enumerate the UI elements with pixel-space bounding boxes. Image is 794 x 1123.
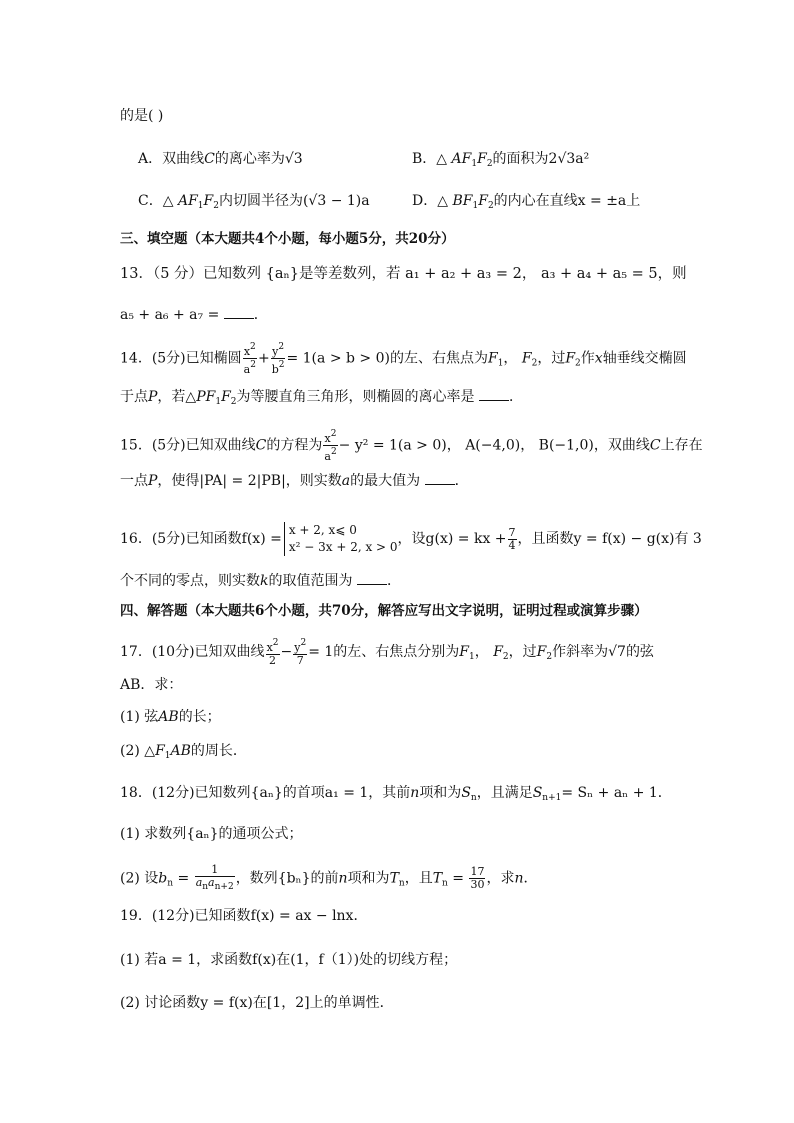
question-17-line2: AB．求： bbox=[120, 677, 183, 693]
question-19: 19．(12分)已知函数f(x) = ax − lnx． bbox=[120, 908, 368, 924]
question-19-part1: (1) 若a = 1，求函数f(x)在(1，f（1）)处的切线方程； bbox=[120, 952, 458, 968]
option-a: A．双曲线C的离心率为√3 bbox=[138, 151, 303, 167]
question-18: 18．(12分)已知数列{aₙ}的首项a₁ = 1，其前n项和为$S_n$，且满足$S_{n+1}= S_n + a_n + 1$． bbox=[120, 785, 672, 803]
question-13: 13．（5 分）已知数列 {aₙ}是等差数列，若 a₁ + a₂ + a₃ = 2， a₃ + a₄ + a₅ = 5，则 bbox=[120, 266, 687, 282]
question-16: 16．(5分)已知函数f(x) = x + 2, x⩽ 0 x² − 3x + 2, x > 0 ，设g(x) = kx + $\frac{7}{4}$ ，且函数y = f(x) − g(x)有 3 bbox=[120, 523, 702, 554]
question-15-line2: 一点P，使得|PA| = 2|PB|，则实数a的最大值为 ． bbox=[120, 473, 469, 489]
question-19-part2: (2) 讨论函数y = f(x)在[1，2]上的单调性． bbox=[120, 995, 394, 1011]
answer-blank[interactable] bbox=[357, 572, 387, 585]
section-3-heading: 三、填空题（本大题共4个小题，每小题5分，共20分） bbox=[120, 231, 455, 247]
answer-blank[interactable] bbox=[425, 472, 455, 485]
question-13-line2: a₅ + a₆ + a₇ = ． bbox=[120, 307, 268, 323]
question-14-line2: 于点P，若$\triangle PF_1F_2$为等腰直角三角形，则椭圆的离心率是 ． bbox=[120, 389, 523, 407]
question-17-part2: (2) $\triangle F_1AB$的周长． bbox=[120, 743, 247, 761]
question-15: 15．(5分)已知双曲线C的方程为 $\frac{x^2}{a^2}$ − y² = 1(a > 0)， A(−4,0)， B(−1,0)，双曲线C上存在 bbox=[120, 429, 703, 463]
question-17-part1: (1) 弦AB的长； bbox=[120, 709, 221, 725]
question-18-part2: (2) 设$b_n$ = $\frac{1}{a_na_{n+2}}$ ，数列{bₙ}的前n项和为$T_n$，且$T_n$ = $\frac{17}{30}$ ，求n． bbox=[120, 863, 538, 892]
question-12-tail: 的是( ) bbox=[120, 108, 164, 124]
question-16-line2: 个不同的零点，则实数k的取值范围为 ． bbox=[120, 573, 401, 589]
option-c: C．△ $AF_1F_2$内切圆半径为(√3 − 1)a bbox=[138, 193, 370, 211]
answer-blank[interactable] bbox=[224, 306, 254, 319]
question-14: 14．(5分)已知椭圆 $\frac{x^2}{a^2}$ + $\frac{y^2}{b^2}$ = 1(a > b > 0)的左、右焦点为$F_1$， $F_2$，过$F_2$作x轴垂线交椭圆 bbox=[120, 342, 687, 376]
answer-blank[interactable] bbox=[479, 388, 509, 401]
question-18-part1: (1) 求数列{aₙ}的通项公式； bbox=[120, 826, 303, 842]
question-17: 17．(10分)已知双曲线 $\frac{x^2}{2}$ − $\frac{y^2}{7}$ = 1的左、右焦点分别为$F_1$， $F_2$，过$F_2$作斜率为√7的弦 bbox=[120, 638, 654, 667]
section-4-heading: 四、解答题（本大题共6个小题，共70分，解答应写出文字说明，证明过程或演算步骤） bbox=[120, 603, 648, 619]
option-d: D．△ $BF_1F_2$的内心在直线x = ±a上 bbox=[412, 193, 641, 211]
option-b: B．△ $AF_1F_2$的面积为2√3a² bbox=[412, 151, 590, 169]
